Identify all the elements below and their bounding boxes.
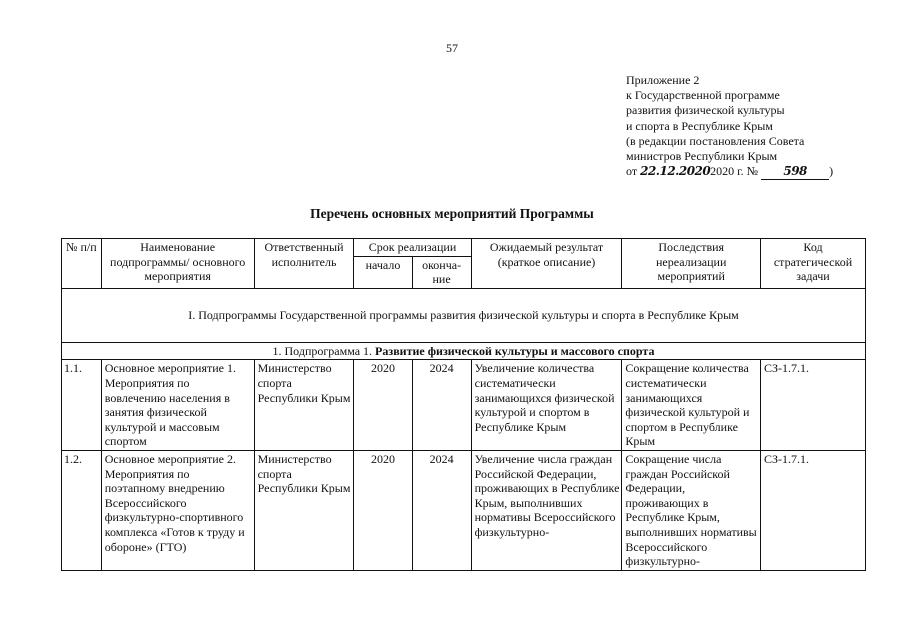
header-name: Наименование подпрограммы/ основного мероприятия — [101, 239, 254, 289]
appendix-line: и спорта в Республике Крым — [626, 118, 773, 133]
cell-end: 2024 — [412, 450, 471, 570]
handwritten-date: 22.12.2020 — [640, 164, 711, 179]
document-title: Перечень основных мероприятий Программы — [310, 206, 594, 221]
cell-code: СЗ-1.7.1. — [761, 360, 866, 451]
cell-name: Основное мероприятие 1. Мероприятия по вовлечению населения в занятия физической культурой и массовым спортом — [101, 360, 254, 451]
subprogram-row — [62, 342, 866, 360]
appendix-line: развития физической культуры — [626, 103, 785, 118]
cell-result: Увеличение количества систематически занимающихся физической культурой и спортом в Республике Крым — [471, 360, 622, 451]
appendix-line: (в редакции постановления Совета — [626, 133, 805, 148]
cell-code: СЗ-1.7.1. — [761, 450, 866, 570]
header-term: Срок реализации — [354, 239, 471, 257]
header-num: № п/п — [62, 239, 102, 289]
handwritten-number: 598 — [761, 164, 829, 180]
appendix-line: к Государственной программе — [626, 88, 780, 103]
subprogram-prefix: 1. Подпрограмма 1. — [272, 343, 373, 358]
cell-num: 1.2. — [62, 450, 102, 570]
page-number: 57 — [446, 41, 458, 55]
cell-name: Основное мероприятие 2. Мероприятия по поэтапному внедрению Всероссийского физкультурно-спортивного комплекса «Готов к труду и обороне» (ГТО) — [101, 450, 254, 570]
cell-consequences: Сокращение количества систематически занимающихся физической культурой и спортом в Республике Крым — [622, 360, 761, 451]
section-title: I. Подпрограммы Государственной программы развития физической культуры и спорта в Республике Крым — [62, 288, 866, 342]
header-code: Код стратегической задачи — [761, 239, 866, 289]
header-executor: Ответственный исполнитель — [254, 239, 354, 289]
header-start: начало — [354, 256, 412, 288]
cell-consequences: Сокращение числа граждан Российской Федерации, проживающих в Республике Крым, выполнивших нормативы Всероссийского физкультурно- — [622, 450, 761, 570]
header-result: Ожидаемый результат (краткое описание) — [471, 239, 622, 289]
table-row — [62, 450, 866, 570]
header-row — [62, 239, 866, 257]
date-suffix: ) — [829, 164, 834, 179]
section-row — [62, 288, 866, 342]
appendix-line: министров Республики Крым — [626, 149, 778, 164]
cell-executor: Министерство спорта Республики Крым — [254, 360, 354, 451]
cell-start: 2020 — [354, 450, 412, 570]
cell-end: 2024 — [412, 360, 471, 451]
subprogram-title — [62, 342, 866, 360]
appendix-line: Приложение 2 — [626, 73, 700, 87]
appendix-block — [626, 73, 833, 180]
cell-start: 2020 — [354, 360, 412, 451]
subprogram-name: Развитие физической культуры и массового спорта — [375, 343, 655, 358]
date-prefix: от — [626, 164, 638, 179]
measures-table — [61, 238, 866, 571]
header-consequences: Последствия нереализации мероприятий — [622, 239, 761, 289]
table-row — [62, 360, 866, 451]
cell-num: 1.1. — [62, 360, 102, 451]
cell-executor: Министерство спорта Республики Крым — [254, 450, 354, 570]
header-end: оконча-ние — [412, 256, 471, 288]
date-mid: 2020 г. № — [710, 164, 759, 179]
appendix-date-line — [626, 164, 833, 180]
cell-result: Увеличение числа граждан Российской Федерации, проживающих в Республике Крым, выполнивших нормативы Всероссийского физкультурно- — [471, 450, 622, 570]
